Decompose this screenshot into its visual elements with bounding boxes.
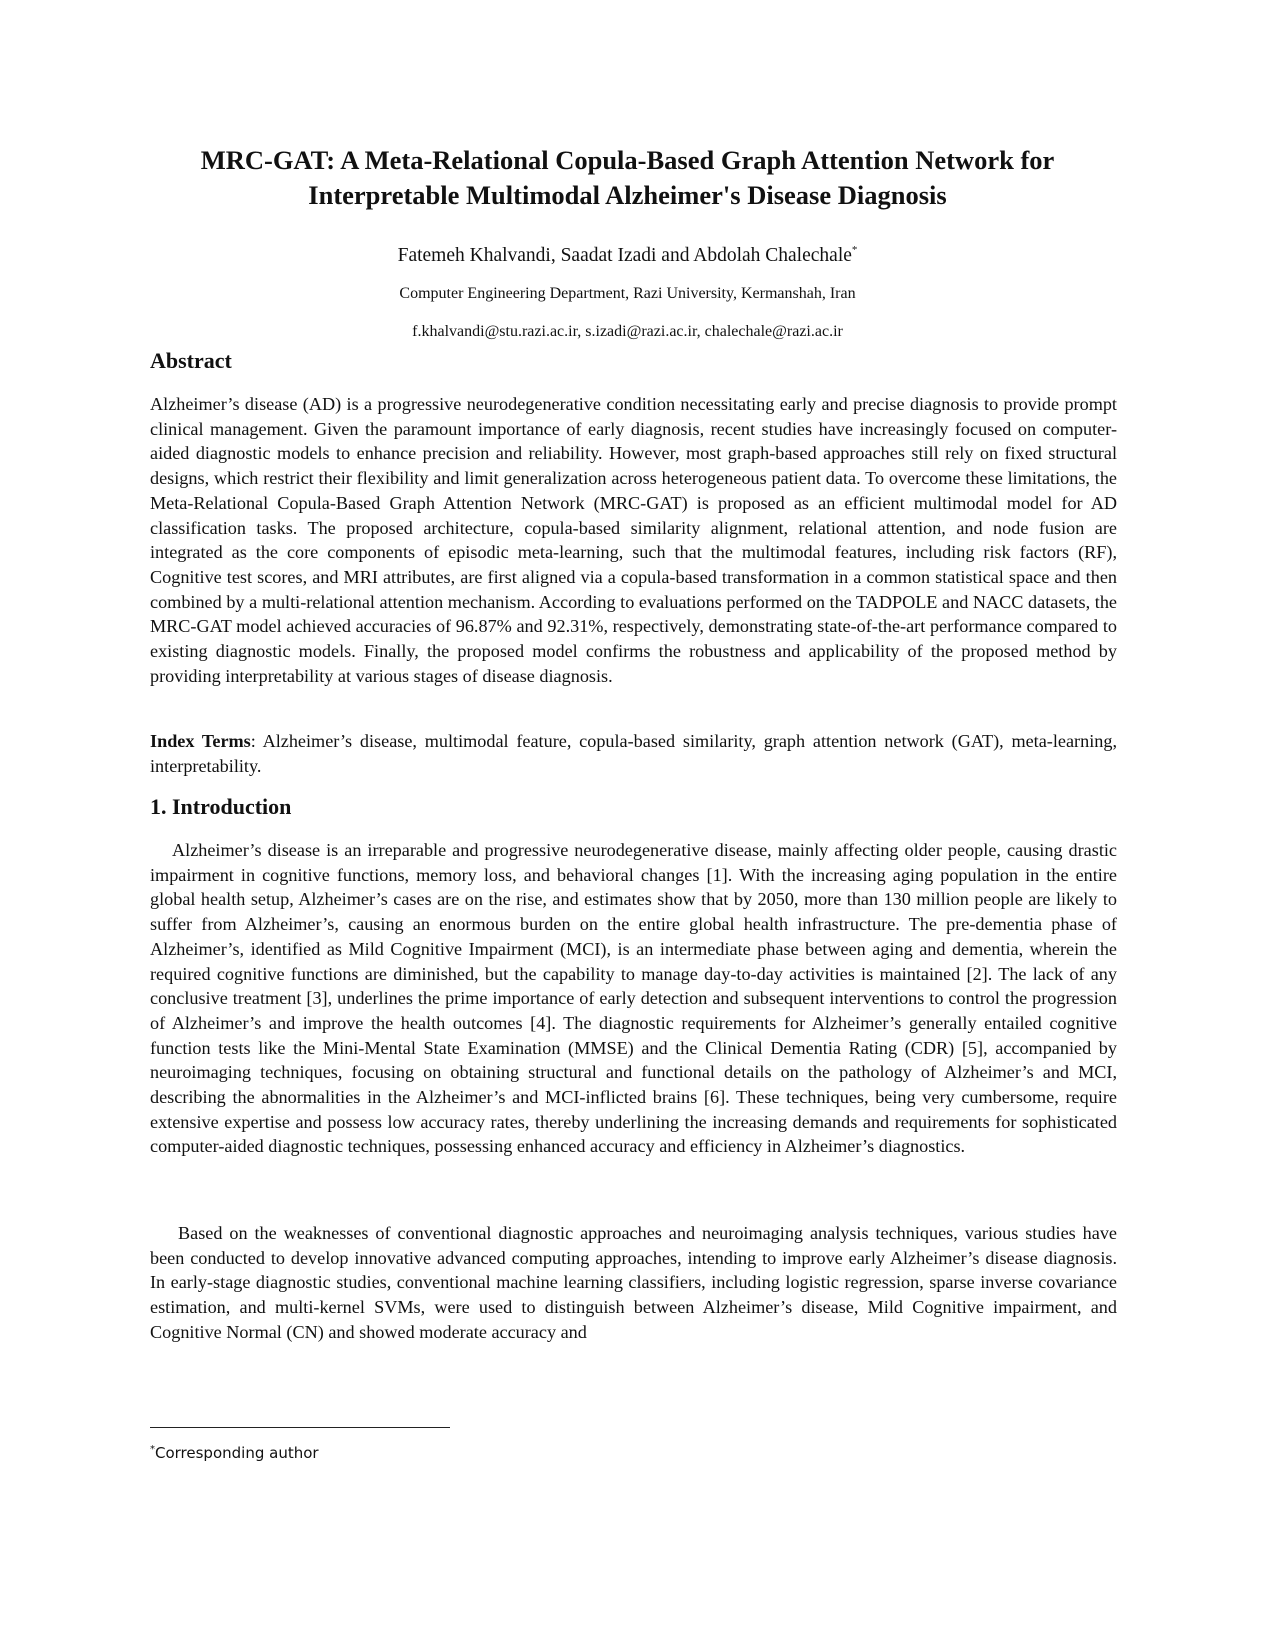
title-line-2: Interpretable Multimodal Alzheimer's Disease Diagnosis — [308, 180, 947, 210]
corresponding-author-marker: * — [851, 244, 858, 256]
paper-title — [140, 143, 1115, 213]
introduction-heading: 1. Introduction — [150, 794, 292, 819]
introduction-paragraph-1: Alzheimer’s disease is an irreparable and progressive neurodegenerative disease, mainly affecting older people, causing drastic impairment in cognitive functions, memory loss, and behavioral changes [1]. With the increasing aging population in the entire global health setup, Alzheimer’s cases are on the rise, and estimates show that by 2050, more than 130 million people are likely to suffer from Alzheimer’s, causing an enormous burden on the entire global health infrastructure. The pre-dementia phase of Alzheimer’s, identified as Mild Cognitive Impairment (MCI), is an intermediate phase between aging and dementia, wherein the required cognitive functions are diminished, but the capability to manage day-to-day activities is maintained [2]. The lack of any conclusive treatment [3], underlines the prime importance of early detection and subsequent interventions to control the progression of Alzheimer’s and improve the health outcomes [4]. The diagnostic requirements for Alzheimer’s generally entailed cognitive function tests like the Mini-Mental State Examination (MMSE) and the Clinical Dementia Rating (CDR) [5], accompanied by neuroimaging techniques, focusing on obtaining structural and functional details on the pathology of Alzheimer’s and MCI, describing the abnormalities in the Alzheimer’s and MCI-inflicted brains [6]. These techniques, being very cumbersome, require extensive expertise and possess low accuracy rates, thereby underlining the increasing demands and requirements for sophisticated computer-aided diagnostic techniques, possessing enhanced accuracy and efficiency in Alzheimer’s diagnostics. — [150, 840, 1117, 1157]
footnote-divider — [150, 1427, 450, 1428]
affiliation: Computer Engineering Department, Razi University, Kermanshah, Iran — [399, 285, 856, 302]
abstract-heading: Abstract — [150, 348, 232, 373]
title-line-1: MRC-GAT: A Meta-Relational Copula-Based Graph Attention Network for — [200, 145, 1055, 175]
index-terms-text: : Alzheimer’s disease, multimodal feature, copula-based similarity, graph attention network (GAT), meta-learning, interpretability. — [150, 731, 1117, 776]
footnote — [150, 1440, 319, 1463]
introduction-paragraph-2: Based on the weaknesses of conventional diagnostic approaches and neuroimaging analysis techniques, various studies have been conducted to develop innovative advanced computing approaches, intending to improve early Alzheimer’s disease diagnosis. In early-stage diagnostic studies, conventional machine learning classifiers, including logistic regression, sparse inverse covariance estimation, and multi-kernel SVMs, were used to distinguish between Alzheimer’s disease, Mild Cognitive impairment, and Cognitive Normal (CN) and showed moderate accuracy and — [150, 1223, 1117, 1342]
index-terms — [150, 729, 1117, 778]
footnote-marker: * — [150, 1444, 155, 1455]
author-emails: f.khalvandi@stu.razi.ac.ir, s.izadi@razi.ac.ir, chalechale@razi.ac.ir — [412, 323, 843, 340]
index-terms-label: Index Terms — [150, 731, 251, 751]
author-list — [140, 237, 1115, 269]
footnote-text: Corresponding author — [155, 1444, 319, 1462]
abstract-text: Alzheimer’s disease (AD) is a progressive neurodegenerative condition necessitating early and precise diagnosis to provide prompt clinical management. Given the paramount importance of early diagnosis, recent studies have increasingly focused on computer-aided diagnostic models to enhance precision and reliability. However, most graph-based approaches still rely on fixed structural designs, which restrict their flexibility and limit generalization across heterogeneous patient data. To overcome these limitations, the Meta-Relational Copula-Based Graph Attention Network (MRC-GAT) is proposed as an efficient multimodal model for AD classification tasks. The proposed architecture, copula-based similarity alignment, relational attention, and node fusion are integrated as the core components of episodic meta-learning, such that the multimodal features, including risk factors (RF), Cognitive test scores, and MRI attributes, are first aligned via a copula-based transformation in a common statistical space and then combined by a multi-relational attention mechanism. According to evaluations performed on the TADPOLE and NACC datasets, the MRC-GAT model achieved accuracies of 96.87% and 92.31%, respectively, demonstrating state-of-the-art performance compared to existing diagnostic models. Finally, the proposed model confirms the robustness and applicability of the proposed method by providing interpretability at various stages of disease diagnosis. — [150, 394, 1117, 686]
author-names: Fatemeh Khalvandi, Saadat Izadi and Abdolah Chalechale — [397, 245, 852, 266]
